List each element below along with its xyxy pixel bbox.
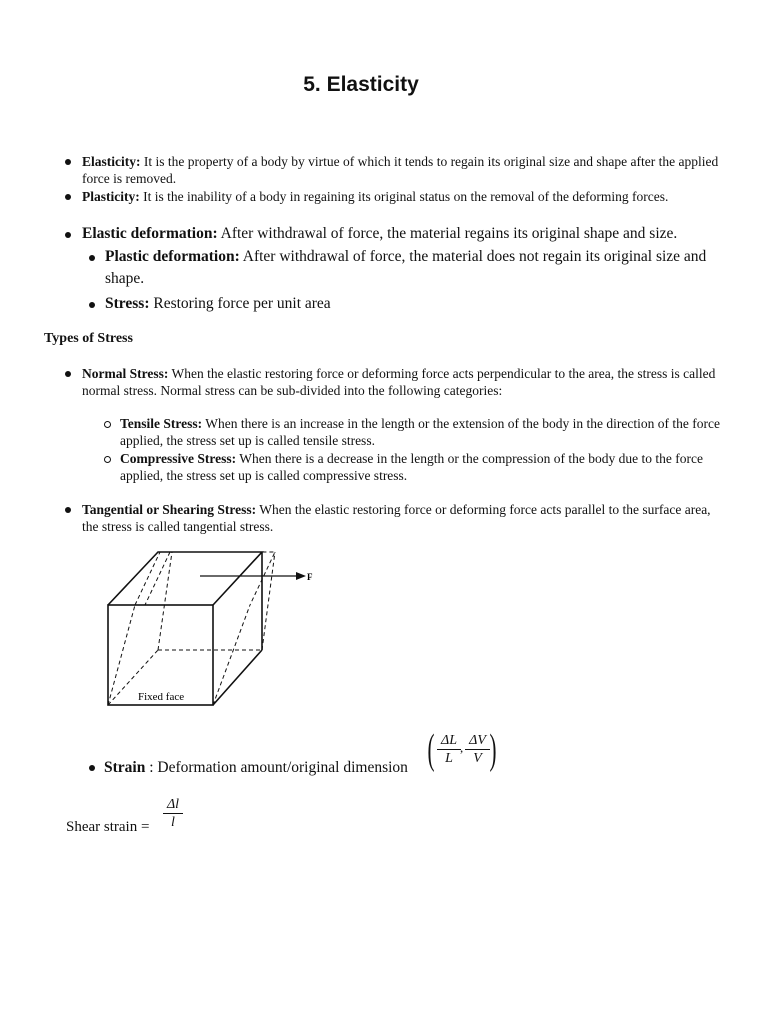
- types-of-stress-heading: Types of Stress: [44, 331, 133, 346]
- cube-solid: [108, 552, 262, 705]
- fraction-length: [437, 732, 464, 767]
- definition-stress: Stress: Restoring force per unit area: [105, 295, 331, 312]
- fraction-volume: [465, 732, 490, 767]
- normal-stress: Normal Stress: When the elastic restoring force or deforming force acts perpendicular to the area, the stress is called normal stress. Normal stress can be sub-divided into the following categories:: [82, 366, 716, 398]
- sub-bullet: [104, 421, 111, 428]
- definition-elastic-deformation: Elastic deformation: After withdrawal of force, the material regains its original shape and size.: [82, 225, 678, 242]
- shear-strain-label: Shear strain =: [66, 819, 150, 835]
- right-paren: ): [489, 727, 497, 773]
- sub-bullet: [104, 456, 111, 463]
- shearing-stress: Tangential or Shearing Stress: When the elastic restoring force or deforming force acts parallel to the surface area, the stress is called tangential stress.: [82, 502, 711, 534]
- comma: ,: [460, 740, 464, 755]
- bullet: [65, 194, 71, 200]
- bullet: [65, 371, 71, 377]
- bullet: [65, 232, 71, 238]
- denominator: L: [445, 751, 453, 766]
- definition-plastic-deformation: Plastic deformation: After withdrawal of force, the material does not regain its original size and shape.: [105, 248, 707, 287]
- bullet: [89, 765, 95, 771]
- denominator: V: [473, 751, 482, 766]
- bullet: [65, 507, 71, 513]
- numerator: Δl: [163, 796, 183, 814]
- force-label: F: [307, 572, 313, 582]
- cube-deformed-dashed: [108, 552, 275, 705]
- arrow-head: [296, 572, 306, 580]
- page-title: 5. Elasticity: [303, 73, 419, 96]
- definition-elasticity: Elasticity: It is the property of a body by virtue of which it tends to regain its original size and shape after the applied force is removed.: [82, 154, 719, 186]
- denominator: l: [171, 815, 175, 830]
- shear-stress-figure: [100, 545, 325, 715]
- bullet: [65, 159, 71, 165]
- bullet: [89, 255, 95, 261]
- numerator: ΔV: [465, 732, 490, 750]
- numerator: ΔL: [437, 732, 461, 750]
- bullet: [89, 302, 95, 308]
- tensile-stress: Tensile Stress: When there is an increase in the length or the extension of the body in the direction of the force applied, the stress set up is called tensile stress.: [120, 416, 720, 448]
- fixed-face-label: Fixed face: [138, 691, 185, 703]
- strain-definition: Strain : Deformation amount/original dimension: [104, 759, 408, 776]
- left-paren: (: [427, 727, 435, 773]
- definition-plasticity: Plasticity: It is the inability of a body in regaining its original status on the removal of the deforming forces.: [82, 189, 669, 204]
- compressive-stress: Compressive Stress: When there is a decrease in the length or the compression of the body due to the force applied, the stress set up is called compressive stress.: [120, 451, 703, 483]
- shear-strain-fraction: [163, 796, 183, 831]
